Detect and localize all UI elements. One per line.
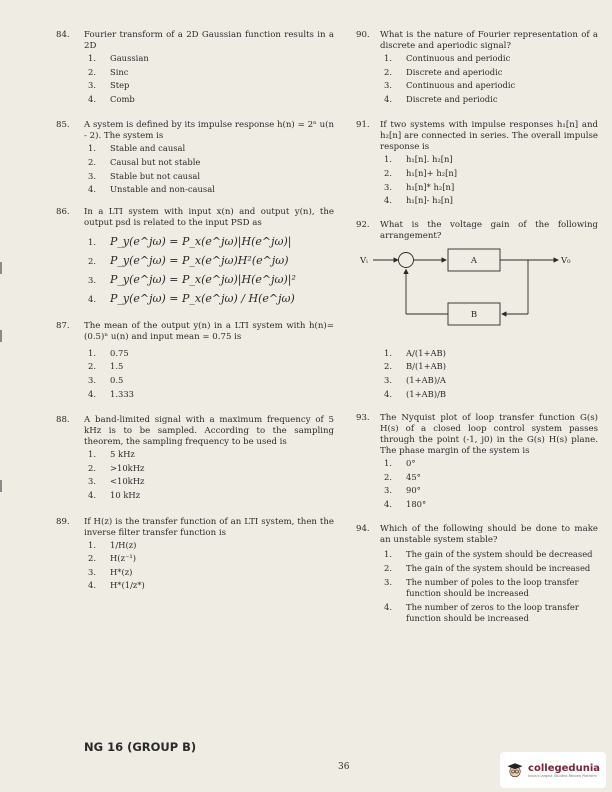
option-item[interactable]: 4. 180°	[384, 498, 427, 509]
option-item[interactable]: 4. 10 kHz	[88, 489, 141, 500]
option-item[interactable]: 1. A/(1+AB)	[384, 347, 446, 358]
question-number: 92.	[356, 219, 370, 230]
option-item[interactable]: 2. Sinc	[88, 66, 129, 77]
question-88	[56, 415, 334, 502]
option-item[interactable]: 2. B/(1+AB)	[384, 361, 447, 372]
question-94	[358, 524, 598, 624]
option-item[interactable]: 1. The gain of the system should be decreased	[384, 548, 593, 559]
option-item[interactable]: 3. P_y(e^jω) = P_x(e^jω)|H(e^jω)|²	[88, 272, 296, 286]
option-item[interactable]: 2. >10kHz	[88, 462, 145, 473]
question-stem: A system is defined by its impulse response h(n) = 2ⁿ u(n - 2). The system is	[84, 120, 334, 142]
forward-block-label: A	[470, 255, 478, 266]
summing-junction	[399, 252, 414, 267]
option-item[interactable]: 1. 0°	[384, 458, 416, 469]
binding-mark	[0, 480, 2, 492]
question-number: 86.	[56, 206, 70, 217]
option-item[interactable]: 3. Step	[88, 80, 130, 91]
option-item[interactable]: 3. <10kHz	[88, 476, 145, 487]
right-column	[358, 30, 598, 631]
option-item[interactable]: 3. 0.5	[88, 374, 124, 385]
question-stem: What is the nature of Fourier representation of a discrete and aperiodic signal?	[380, 30, 598, 51]
option-item[interactable]: 3. Continuous and aperiodic	[384, 80, 516, 91]
option-item[interactable]: 1. h₁[n]. h₂[n]	[384, 154, 453, 165]
output-label: V₀	[561, 255, 571, 266]
question-stem: What is the voltage gain of the following arrangement?	[380, 219, 598, 241]
option-item[interactable]: 1. 1/H(z)	[88, 539, 137, 550]
option-item[interactable]: 2. 1.5	[88, 361, 124, 372]
option-item[interactable]: 1. Continuous and periodic	[384, 53, 511, 63]
watermark-tagline: India's largest Student Review Platform	[528, 773, 597, 778]
question-number: 84.	[56, 30, 70, 40]
question-89	[56, 516, 334, 593]
option-item[interactable]: 4. Unstable and non-causal	[88, 184, 215, 195]
question-stem: The Nyquist plot of loop transfer function G(s) H(s) of a closed loop control system passes through the point (-1, j0) in the G(s) H(s) plane. The phase margin of the system is	[380, 413, 598, 457]
question-84	[56, 30, 334, 106]
option-item[interactable]: 1. 0.75	[88, 347, 129, 358]
option-item[interactable]: 2. P_y(e^jω) = P_x(e^jω)H²(e^jω)	[88, 253, 289, 267]
option-item[interactable]: 3. The number of poles to the loop transfer function should be increased	[384, 576, 579, 598]
option-item[interactable]: 2. h₁[n]+ h₂[n]	[384, 167, 458, 178]
option-item[interactable]: 4. The number of zeros to the loop transfer function should be increased	[384, 601, 579, 623]
option-item[interactable]: 2. The gain of the system should be increased	[384, 562, 591, 573]
binding-mark	[0, 262, 2, 274]
binding-mark	[0, 330, 2, 342]
option-item[interactable]: 3. 90°	[384, 485, 421, 496]
watermark-text: collegedunia	[528, 762, 600, 774]
feedback-diagram-svg	[358, 246, 598, 341]
option-item[interactable]: 1. 5 kHz	[88, 449, 135, 460]
question-93	[358, 413, 598, 511]
option-item[interactable]: 3. Stable but not causal	[88, 170, 201, 181]
option-item[interactable]: 4. Discrete and periodic	[384, 93, 498, 104]
option-item[interactable]: 3. H*(z)	[88, 566, 133, 577]
question-number: 89.	[56, 516, 70, 527]
option-item[interactable]: 2. Causal but not stable	[88, 156, 201, 167]
question-stem: If H(z) is the transfer function of an LTI system, then the inverse filter transfer function is	[84, 516, 334, 538]
option-item[interactable]: 2. 45°	[384, 471, 421, 482]
question-87	[56, 320, 334, 401]
question-stem: A band-limited signal with a maximum frequency of 5 kHz is to be sampled. According to the sampling theorem, the sampling frequency to be used is	[84, 415, 334, 448]
option-item[interactable]: 4. 1.333	[88, 388, 134, 399]
question-number: 88.	[56, 415, 70, 426]
paper-code: NG 16 (GROUP B)	[84, 740, 197, 754]
option-item[interactable]: 4. H*(1/z*)	[88, 580, 145, 591]
option-item[interactable]: 1. P_y(e^jω) = P_x(e^jω)|H(e^jω)|	[88, 234, 292, 248]
left-column	[56, 30, 334, 600]
question-stem: Fourier transform of a 2D Gaussian function results in a 2D	[84, 30, 334, 51]
question-86	[56, 206, 334, 309]
question-90	[358, 30, 598, 106]
input-label: Vᵢ	[360, 255, 368, 266]
question-number: 87.	[56, 320, 70, 331]
option-item[interactable]: 1. Gaussian	[88, 53, 149, 63]
feedback-block-label: B	[470, 309, 478, 320]
question-stem: Which of the following should be done to make an unstable system stable?	[380, 523, 598, 545]
question-85	[56, 120, 334, 196]
feedback-block-diagram	[358, 246, 598, 341]
watermark-logo	[500, 752, 606, 788]
option-item[interactable]: 4. P_y(e^jω) = P_x(e^jω) / H(e^jω)	[88, 291, 295, 305]
option-item[interactable]: 3. h₁[n]* h₂[n]	[384, 181, 455, 192]
question-number: 91.	[356, 120, 370, 131]
question-stem: If two systems with impulse responses h₁[n] and h₂[n] are connected in series. The overall impulse response is	[380, 120, 598, 153]
option-item[interactable]: 4. (1+AB)/B	[384, 388, 447, 399]
question-91	[358, 120, 598, 207]
question-stem: In a LTI system with input x(n) and output y(n), the output psd is related to the input PSD as	[84, 206, 334, 228]
question-number: 93.	[356, 413, 370, 424]
question-number: 85.	[56, 120, 70, 131]
option-item[interactable]: 3. (1+AB)/A	[384, 374, 446, 385]
question-stem: The mean of the output y(n) in a LTI system with h(n)=(0.5)ⁿ u(n) and input mean = 0.75 is	[84, 320, 334, 342]
question-92	[358, 220, 598, 401]
graduate-icon	[506, 758, 524, 782]
option-item[interactable]: 2. Discrete and aperiodic	[384, 66, 503, 77]
question-number: 90.	[356, 30, 370, 40]
question-number: 94.	[356, 523, 370, 534]
option-item[interactable]: 1. Stable and causal	[88, 143, 186, 154]
page-number: 36	[338, 762, 350, 772]
option-item[interactable]: 2. H(z⁻¹)	[88, 553, 137, 564]
option-item[interactable]: 4. Comb	[88, 93, 135, 104]
option-item[interactable]: 4. h₁[n]- h₂[n]	[384, 195, 453, 206]
